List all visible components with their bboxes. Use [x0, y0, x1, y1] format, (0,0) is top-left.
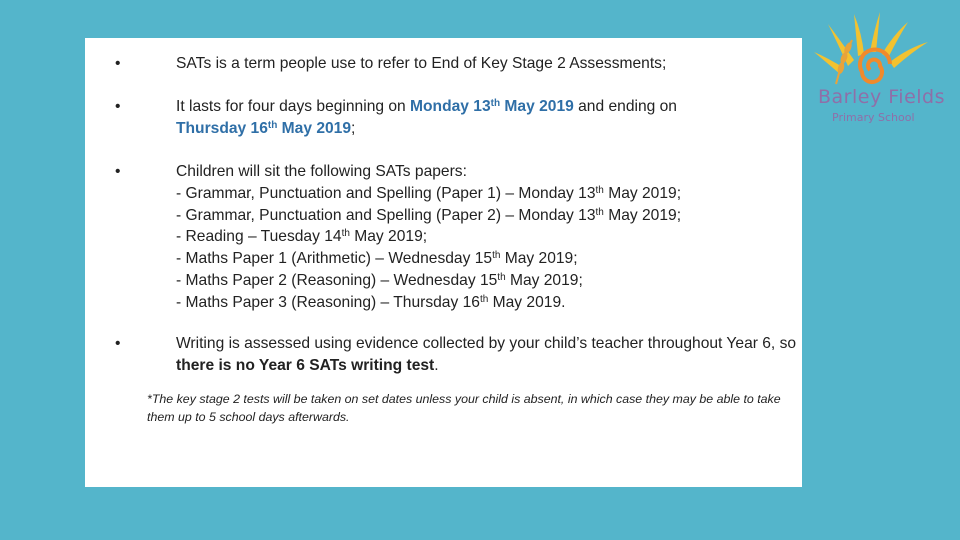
bullet-text: SATs is a term people use to refer to End of Key Stage 2 Assessments; [176, 55, 667, 72]
bullet-marker: • [115, 163, 121, 180]
paper-item: - Grammar, Punctuation and Spelling (Paper 2) – Monday 13th May 2019; [176, 206, 682, 224]
sun-icon [814, 12, 928, 74]
paper-item: - Maths Paper 1 (Arithmetic) – Wednesday 15th May 2019; [176, 250, 578, 268]
content-card [85, 38, 802, 487]
school-type: Primary School [832, 111, 915, 124]
no-writing-test: there is no Year 6 SATs writing test [176, 356, 435, 374]
end-date: Thursday 16th May 2019 [176, 119, 352, 137]
bullet-text: Writing is assessed using evidence collected by your child’s teacher throughout Year 6, so there is no Year 6 SATs writing test. [176, 335, 797, 374]
text-segment: ; [351, 119, 356, 137]
bullet-marker: • [115, 335, 121, 352]
text-segment: It lasts for four days beginning on [176, 98, 411, 115]
spiral-icon [860, 50, 890, 82]
paper-item: - Maths Paper 2 (Reasoning) – Wednesday 15th May 2019; [176, 271, 583, 289]
bullet-marker: • [115, 98, 121, 115]
paper-item: - Reading – Tuesday 14th May 2019; [176, 228, 428, 246]
school-name: Barley Fields [818, 86, 945, 108]
paper-item: - Grammar, Punctuation and Spelling (Paper 1) – Monday 13th May 2019; [176, 184, 682, 202]
bullet-text [176, 96, 816, 140]
footnote: *The key stage 2 tests will be taken on set dates unless your child is absent, in which case they may be able to take them up to 5 school days afterwards. [147, 392, 781, 424]
papers-heading: Children will sit the following SATs papers: [176, 163, 467, 180]
bullet-text [176, 161, 816, 314]
text-segment: and ending on [573, 98, 677, 115]
paper-item: - Maths Paper 3 (Reasoning) – Thursday 16th May 2019. [176, 293, 566, 311]
bullet-marker: • [115, 55, 121, 72]
start-date: Monday 13th May 2019 [410, 98, 574, 115]
